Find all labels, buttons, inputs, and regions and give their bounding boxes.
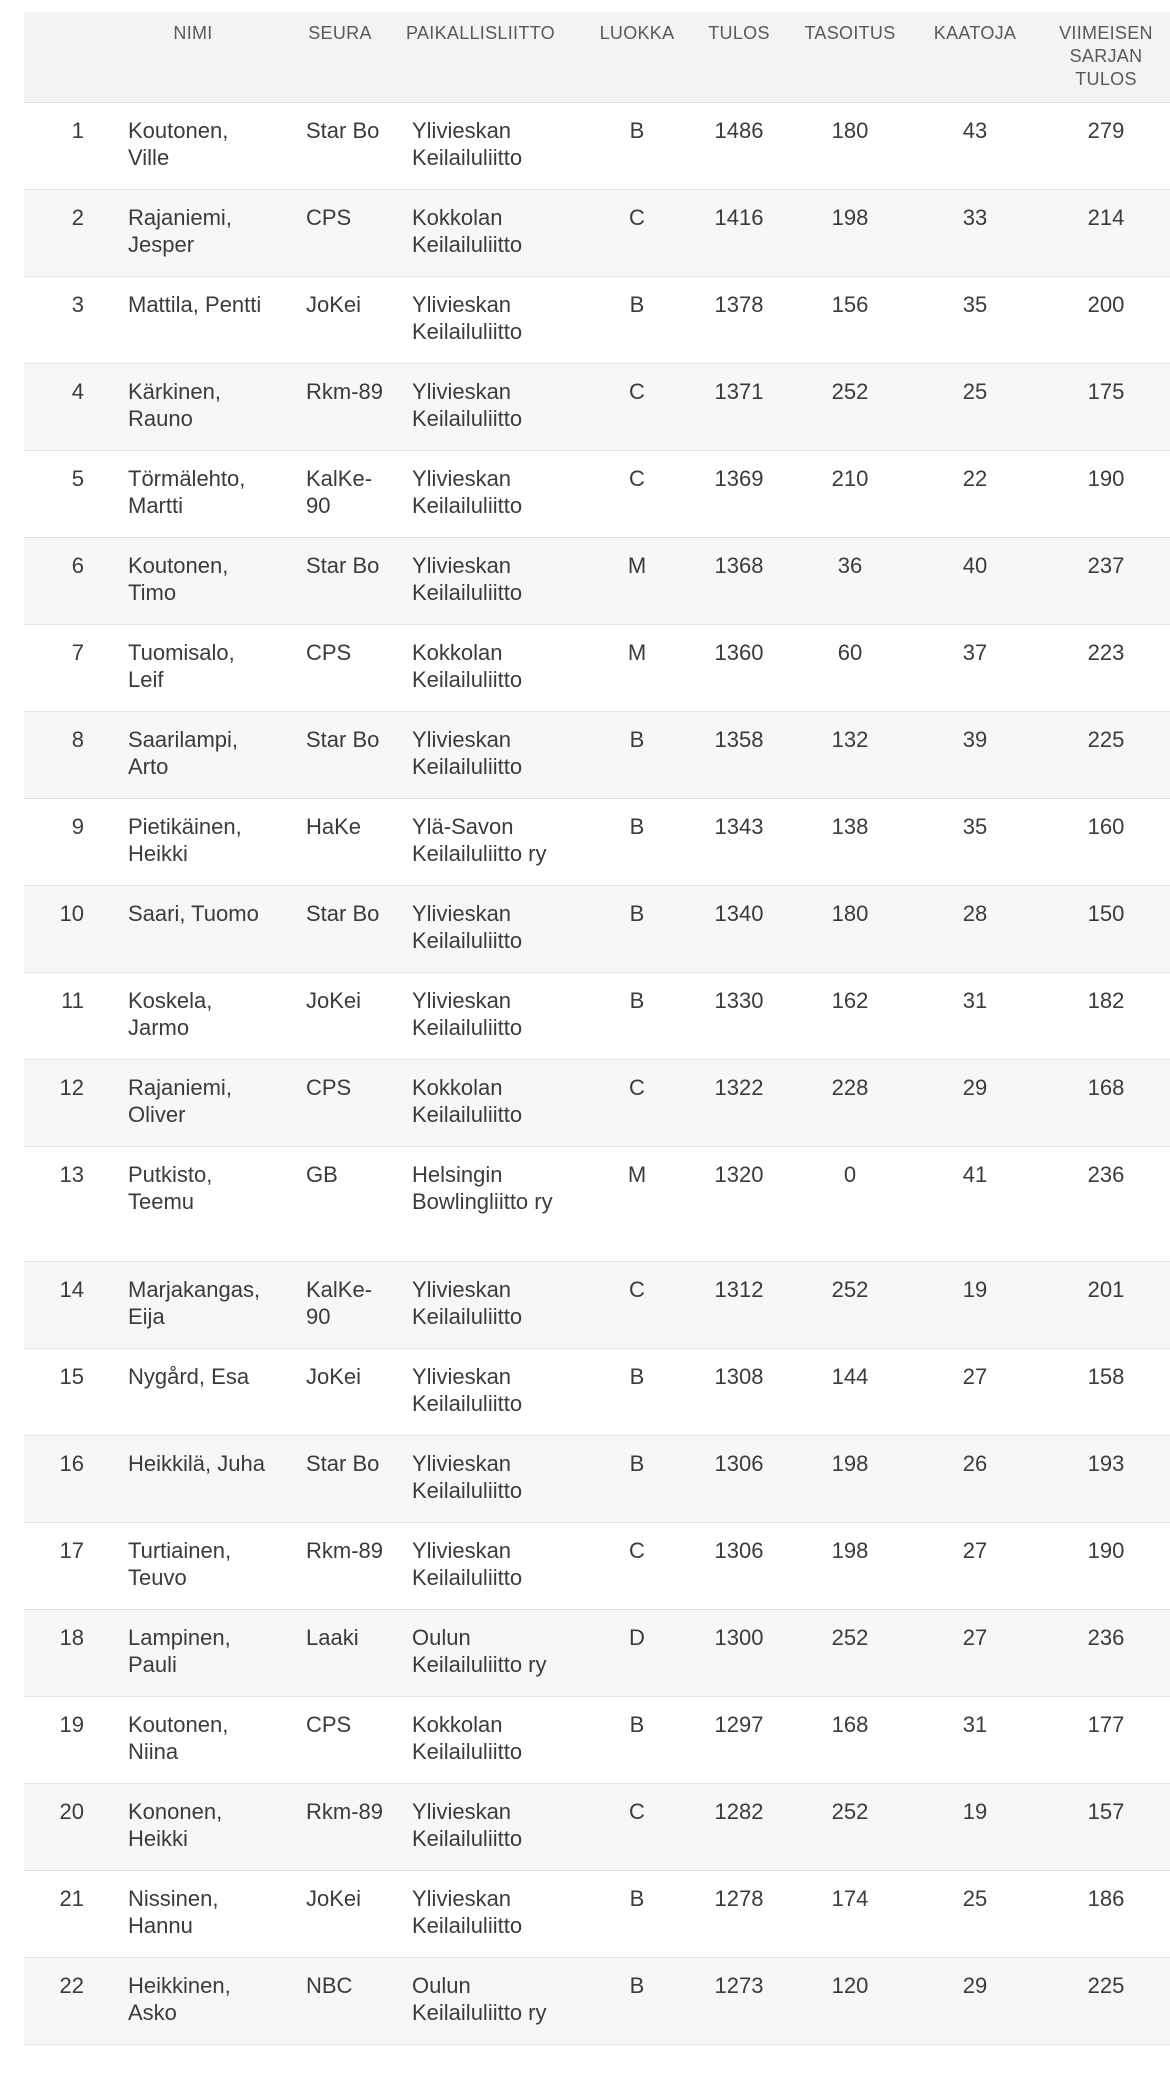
rank-cell: 6 xyxy=(71,552,84,578)
strikes-cell: 28 xyxy=(962,900,988,926)
score-cell: 1300 xyxy=(714,1624,764,1650)
last-series-cell: 150 xyxy=(1087,900,1125,926)
strikes-cell: 25 xyxy=(962,1885,988,1911)
association-cell: Ylivieskan Keilailuliitto xyxy=(412,1276,523,1329)
table-row xyxy=(24,711,1170,798)
table-row xyxy=(24,1870,1170,1957)
club-cell: Rkm-89 xyxy=(306,1798,384,1824)
association-cell: Ylivieskan Keilailuliitto xyxy=(412,465,523,518)
last-series-cell: 236 xyxy=(1087,1624,1125,1650)
player-name-cell: Putkisto, Teemu xyxy=(128,1161,213,1214)
strikes-cell: 27 xyxy=(962,1537,988,1563)
rank-cell: 9 xyxy=(71,813,84,839)
last-series-cell: 190 xyxy=(1087,1537,1125,1563)
last-series-cell: 182 xyxy=(1087,987,1125,1013)
club-cell: KalKe-90 xyxy=(306,1276,373,1329)
score-cell: 1368 xyxy=(714,552,764,578)
score-cell: 1312 xyxy=(714,1276,764,1302)
score-cell: 1369 xyxy=(714,465,764,491)
score-cell: 1320 xyxy=(714,1161,764,1187)
strikes-cell: 43 xyxy=(962,117,988,143)
strikes-cell: 26 xyxy=(962,1450,988,1476)
handicap-cell: 60 xyxy=(837,639,863,665)
club-cell: Rkm-89 xyxy=(306,1537,384,1563)
association-cell: Ylivieskan Keilailuliitto xyxy=(412,552,523,605)
last-series-cell: 157 xyxy=(1087,1798,1125,1824)
association-cell: Ylä-Savon Keilailuliitto ry xyxy=(412,813,547,866)
table-row xyxy=(24,363,1170,450)
strikes-cell: 29 xyxy=(962,1074,988,1100)
rank-cell: 11 xyxy=(61,987,84,1013)
last-series-cell: 237 xyxy=(1087,552,1125,578)
table-row xyxy=(24,189,1170,276)
strikes-cell: 22 xyxy=(962,465,988,491)
strikes-cell: 35 xyxy=(962,291,988,317)
rank-cell: 19 xyxy=(59,1711,84,1737)
association-cell: Ylivieskan Keilailuliitto xyxy=(412,1798,523,1851)
rank-cell: 8 xyxy=(71,726,84,752)
score-cell: 1343 xyxy=(714,813,764,839)
last-series-cell: 225 xyxy=(1087,726,1125,752)
table-row xyxy=(24,1609,1170,1696)
last-series-cell: 279 xyxy=(1087,117,1125,143)
strikes-cell: 19 xyxy=(962,1798,988,1824)
header-rank xyxy=(24,12,104,102)
rank-cell: 22 xyxy=(59,1972,84,1998)
club-cell: JoKei xyxy=(306,987,362,1013)
rank-cell: 7 xyxy=(71,639,84,665)
club-cell: KalKe-90 xyxy=(306,465,373,518)
last-series-cell: 177 xyxy=(1087,1711,1125,1737)
class-cell: B xyxy=(629,1972,645,1998)
class-cell: B xyxy=(629,813,645,839)
player-name-cell: Kärkinen, Rauno xyxy=(128,378,221,431)
player-name-cell: Nissinen, Hannu xyxy=(128,1885,219,1938)
strikes-cell: 40 xyxy=(962,552,988,578)
club-cell: Star Bo xyxy=(306,552,380,578)
player-name-cell: Rajaniemi, Oliver xyxy=(128,1074,232,1127)
last-series-cell: 175 xyxy=(1087,378,1125,404)
table-row xyxy=(24,885,1170,972)
score-cell: 1378 xyxy=(714,291,764,317)
class-cell: B xyxy=(629,726,645,752)
club-cell: NBC xyxy=(306,1972,353,1998)
handicap-cell: 162 xyxy=(831,987,869,1013)
strikes-cell: 41 xyxy=(962,1161,988,1187)
association-cell: Helsingin Bowlingliitto ry xyxy=(412,1161,553,1214)
player-name-cell: Nygård, Esa xyxy=(128,1363,250,1389)
association-cell: Ylivieskan Keilailuliitto xyxy=(412,726,523,779)
player-name-cell: Koskela, Jarmo xyxy=(128,987,213,1040)
player-name-cell: Tuomisalo, Leif xyxy=(128,639,235,692)
class-cell: C xyxy=(629,1074,645,1100)
rank-cell: 4 xyxy=(71,378,84,404)
association-cell: Ylivieskan Keilailuliitto xyxy=(412,291,523,344)
last-series-cell: 158 xyxy=(1087,1363,1125,1389)
rank-cell: 16 xyxy=(59,1450,84,1476)
class-cell: C xyxy=(629,465,645,491)
table-header xyxy=(24,12,1170,102)
last-series-cell: 200 xyxy=(1087,291,1125,317)
strikes-cell: 33 xyxy=(962,204,988,230)
last-series-cell: 214 xyxy=(1087,204,1125,230)
rank-cell: 18 xyxy=(59,1624,84,1650)
strikes-cell: 37 xyxy=(962,639,988,665)
header-row xyxy=(24,12,1170,102)
results-table-container xyxy=(24,12,1170,2045)
strikes-cell: 39 xyxy=(962,726,988,752)
rank-cell: 2 xyxy=(71,204,84,230)
handicap-cell: 120 xyxy=(831,1972,869,1998)
handicap-cell: 252 xyxy=(831,378,869,404)
handicap-cell: 252 xyxy=(831,1276,869,1302)
score-cell: 1486 xyxy=(714,117,764,143)
strikes-cell: 19 xyxy=(962,1276,988,1302)
rank-cell: 21 xyxy=(59,1885,84,1911)
score-cell: 1308 xyxy=(714,1363,764,1389)
class-cell: M xyxy=(627,552,647,578)
club-cell: HaKe xyxy=(306,813,362,839)
class-cell: M xyxy=(627,1161,647,1187)
rank-cell: 13 xyxy=(59,1161,84,1187)
club-cell: Star Bo xyxy=(306,726,380,752)
rank-cell: 1 xyxy=(71,117,84,143)
association-cell: Kokkolan Keilailuliitto xyxy=(412,1074,523,1127)
class-cell: B xyxy=(629,1711,645,1737)
last-series-cell: 225 xyxy=(1087,1972,1125,1998)
club-cell: CPS xyxy=(306,204,352,230)
handicap-cell: 36 xyxy=(837,552,863,578)
last-series-cell: 223 xyxy=(1087,639,1125,665)
class-cell: B xyxy=(629,117,645,143)
rank-cell: 5 xyxy=(71,465,84,491)
header-last-series[interactable]: VIIMEISEN SARJAN TULOS xyxy=(1042,12,1170,102)
class-cell: B xyxy=(629,1363,645,1389)
rank-cell: 10 xyxy=(59,900,84,926)
strikes-cell: 27 xyxy=(962,1624,988,1650)
association-cell: Oulun Keilailuliitto ry xyxy=(412,1972,547,2025)
rank-cell: 17 xyxy=(59,1537,84,1563)
score-cell: 1306 xyxy=(714,1537,764,1563)
association-cell: Kokkolan Keilailuliitto xyxy=(412,1711,523,1764)
rank-cell: 20 xyxy=(59,1798,84,1824)
header-class[interactable]: LUOKKA xyxy=(588,12,686,102)
club-cell: Star Bo xyxy=(306,117,380,143)
table-row xyxy=(24,972,1170,1059)
player-name-cell: Rajaniemi, Jesper xyxy=(128,204,232,257)
handicap-cell: 180 xyxy=(831,117,869,143)
handicap-cell: 198 xyxy=(831,1537,869,1563)
header-strikes[interactable]: KAATOJA xyxy=(908,12,1042,102)
association-cell: Ylivieskan Keilailuliitto xyxy=(412,900,523,953)
handicap-cell: 198 xyxy=(831,204,869,230)
table-row xyxy=(24,1783,1170,1870)
association-cell: Ylivieskan Keilailuliitto xyxy=(412,1450,523,1503)
last-series-cell: 168 xyxy=(1087,1074,1125,1100)
player-name-cell: Koutonen, Ville xyxy=(128,117,229,170)
table-row xyxy=(24,1957,1170,2044)
score-cell: 1273 xyxy=(714,1972,764,1998)
table-row xyxy=(24,1522,1170,1609)
club-cell: Star Bo xyxy=(306,1450,380,1476)
player-name-cell: Lampinen, Pauli xyxy=(128,1624,231,1677)
player-name-cell: Saarilampi, Arto xyxy=(128,726,239,779)
player-name-cell: Koutonen, Niina xyxy=(128,1711,229,1764)
header-score[interactable]: TULOS xyxy=(686,12,792,102)
table-row xyxy=(24,102,1170,189)
table-row xyxy=(24,624,1170,711)
association-cell: Kokkolan Keilailuliitto xyxy=(412,639,523,692)
player-name-cell: Kononen, Heikki xyxy=(128,1798,223,1851)
class-cell: D xyxy=(629,1624,645,1650)
header-name[interactable]: NIMI xyxy=(104,12,282,102)
table-row xyxy=(24,1059,1170,1146)
last-series-cell: 160 xyxy=(1087,813,1125,839)
player-name-cell: Koutonen, Timo xyxy=(128,552,229,605)
table-row xyxy=(24,450,1170,537)
class-cell: B xyxy=(629,987,645,1013)
player-name-cell: Mattila, Pentti xyxy=(128,291,262,317)
association-cell: Ylivieskan Keilailuliitto xyxy=(412,1537,523,1590)
rank-cell: 3 xyxy=(71,291,84,317)
player-name-cell: Marjakangas, Eija xyxy=(128,1276,261,1329)
class-cell: C xyxy=(629,204,645,230)
player-name-cell: Saari, Tuomo xyxy=(128,900,259,926)
table-row xyxy=(24,276,1170,363)
rank-cell: 12 xyxy=(59,1074,84,1100)
player-name-cell: Turtiainen, Teuvo xyxy=(128,1537,232,1590)
score-cell: 1358 xyxy=(714,726,764,752)
rank-cell: 14 xyxy=(59,1276,84,1302)
handicap-cell: 198 xyxy=(831,1450,869,1476)
player-name-cell: Heikkinen, Asko xyxy=(128,1972,231,2025)
score-cell: 1278 xyxy=(714,1885,764,1911)
last-series-cell: 236 xyxy=(1087,1161,1125,1187)
class-cell: B xyxy=(629,1450,645,1476)
handicap-cell: 252 xyxy=(831,1798,869,1824)
score-cell: 1416 xyxy=(714,204,764,230)
club-cell: GB xyxy=(306,1161,338,1187)
last-series-cell: 190 xyxy=(1087,465,1125,491)
club-cell: CPS xyxy=(306,1074,352,1100)
club-cell: JoKei xyxy=(306,291,362,317)
club-cell: Star Bo xyxy=(306,900,380,926)
handicap-cell: 174 xyxy=(831,1885,869,1911)
strikes-cell: 35 xyxy=(962,813,988,839)
strikes-cell: 27 xyxy=(962,1363,988,1389)
association-cell: Ylivieskan Keilailuliitto xyxy=(412,987,523,1040)
class-cell: B xyxy=(629,291,645,317)
class-cell: C xyxy=(629,378,645,404)
club-cell: CPS xyxy=(306,639,352,665)
last-series-cell: 201 xyxy=(1087,1276,1125,1302)
association-cell: Ylivieskan Keilailuliitto xyxy=(412,1363,523,1416)
class-cell: B xyxy=(629,1885,645,1911)
table-row xyxy=(24,1348,1170,1435)
table-row xyxy=(24,1261,1170,1348)
results-table xyxy=(24,12,1170,2045)
strikes-cell: 29 xyxy=(962,1972,988,1998)
player-name-cell: Törmälehto, Martti xyxy=(128,465,246,518)
class-cell: C xyxy=(629,1537,645,1563)
header-handicap[interactable]: TASOITUS xyxy=(792,12,908,102)
score-cell: 1322 xyxy=(714,1074,764,1100)
score-cell: 1282 xyxy=(714,1798,764,1824)
header-association[interactable]: PAIKALLISLIITTO xyxy=(398,12,588,102)
strikes-cell: 31 xyxy=(962,1711,988,1737)
handicap-cell: 132 xyxy=(831,726,869,752)
class-cell: C xyxy=(629,1798,645,1824)
class-cell: M xyxy=(627,639,647,665)
rank-cell: 15 xyxy=(59,1363,84,1389)
handicap-cell: 252 xyxy=(831,1624,869,1650)
association-cell: Oulun Keilailuliitto ry xyxy=(412,1624,547,1677)
score-cell: 1371 xyxy=(714,378,764,404)
handicap-cell: 168 xyxy=(831,1711,869,1737)
club-cell: CPS xyxy=(306,1711,352,1737)
handicap-cell: 180 xyxy=(831,900,869,926)
handicap-cell: 0 xyxy=(843,1161,857,1187)
table-body xyxy=(24,102,1170,2044)
handicap-cell: 228 xyxy=(831,1074,869,1100)
score-cell: 1306 xyxy=(714,1450,764,1476)
last-series-cell: 186 xyxy=(1087,1885,1125,1911)
player-name-cell: Heikkilä, Juha xyxy=(128,1450,265,1476)
club-cell: Laaki xyxy=(306,1624,359,1650)
association-cell: Ylivieskan Keilailuliitto xyxy=(412,1885,523,1938)
header-club[interactable]: SEURA xyxy=(282,12,398,102)
table-row xyxy=(24,1696,1170,1783)
club-cell: JoKei xyxy=(306,1885,362,1911)
table-row xyxy=(24,1146,1170,1261)
table-row xyxy=(24,798,1170,885)
association-cell: Kokkolan Keilailuliitto xyxy=(412,204,523,257)
score-cell: 1340 xyxy=(714,900,764,926)
handicap-cell: 138 xyxy=(831,813,869,839)
handicap-cell: 156 xyxy=(831,291,869,317)
handicap-cell: 144 xyxy=(831,1363,869,1389)
score-cell: 1297 xyxy=(714,1711,764,1737)
class-cell: B xyxy=(629,900,645,926)
club-cell: Rkm-89 xyxy=(306,378,384,404)
association-cell: Ylivieskan Keilailuliitto xyxy=(412,378,523,431)
table-row xyxy=(24,537,1170,624)
strikes-cell: 31 xyxy=(962,987,988,1013)
player-name-cell: Pietikäinen, Heikki xyxy=(128,813,242,866)
strikes-cell: 25 xyxy=(962,378,988,404)
table-row xyxy=(24,1435,1170,1522)
score-cell: 1360 xyxy=(714,639,764,665)
score-cell: 1330 xyxy=(714,987,764,1013)
handicap-cell: 210 xyxy=(831,465,869,491)
club-cell: JoKei xyxy=(306,1363,362,1389)
association-cell: Ylivieskan Keilailuliitto xyxy=(412,117,523,170)
class-cell: C xyxy=(629,1276,645,1302)
last-series-cell: 193 xyxy=(1087,1450,1125,1476)
